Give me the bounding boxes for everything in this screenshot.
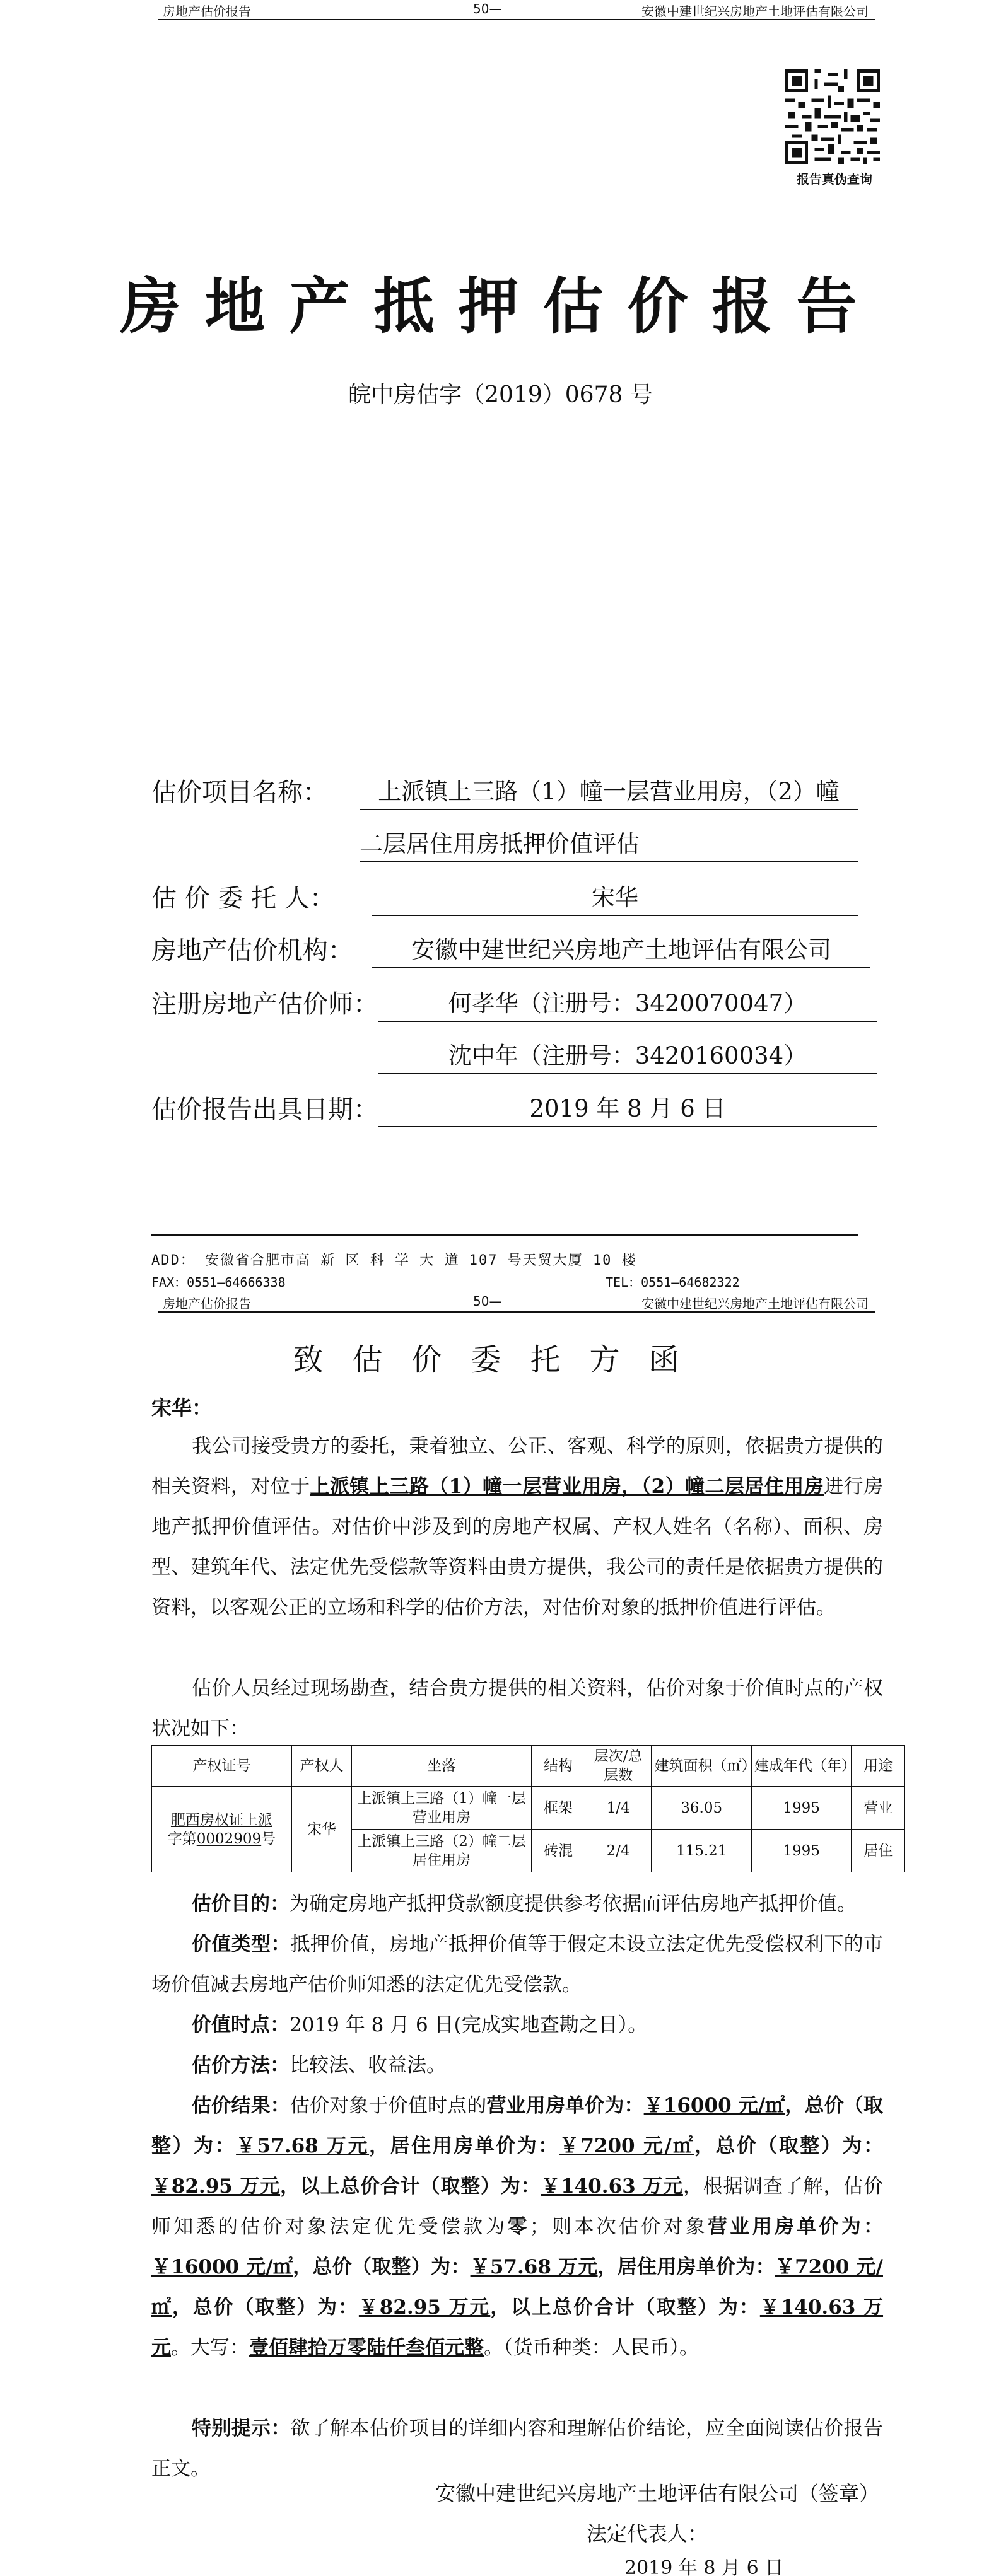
result-value: ￥7200 元/㎡ (151, 2256, 883, 2319)
footer-tel: TEL：0551—64682322 (606, 1275, 740, 1290)
result-text: 。（货币种类：人民币）。 (484, 2336, 699, 2359)
running-header-2 (158, 1294, 875, 1313)
result-text: 估价对象于价值时点的 (290, 2094, 487, 2117)
result-text: 。大写： (171, 2336, 249, 2359)
appraiser-1: 何孝华（注册号：3420070047） (378, 984, 877, 1022)
table-header: 结构 (532, 1746, 585, 1787)
agency-label: 房地产估价机构： (151, 936, 353, 965)
table-header-row (152, 1746, 905, 1787)
floor-cell: 1/4 (585, 1787, 652, 1830)
result-value: ￥16000 元/㎡ (151, 2256, 293, 2278)
year-cell: 1995 (751, 1787, 851, 1830)
area-cell: 115.21 (652, 1830, 751, 1872)
result-text: ，总价（取整）为： (172, 2296, 359, 2319)
result-value: ￥82.95 万元 (151, 2175, 281, 2198)
value-type-label: 价值类型： (192, 1933, 291, 1956)
property-table (151, 1745, 905, 1872)
appraiser-label: 注册房地产估价师： (151, 990, 378, 1019)
result-value: ￥57.68 万元 (236, 2135, 370, 2157)
qr-code-icon[interactable] (785, 69, 880, 164)
paragraph-hint (151, 2408, 883, 2489)
cert-suffix: 号 (261, 1830, 276, 1847)
floor-cell: 2/4 (585, 1830, 652, 1872)
paragraph-value-time (151, 2005, 883, 2045)
table-row (152, 1787, 905, 1830)
owner-cell: 宋华 (291, 1787, 351, 1872)
result-value: ￥16000 元/㎡ (643, 2094, 785, 2117)
paragraph-purpose (151, 1884, 883, 1924)
date-value: 2019 年 8 月 6 日 (378, 1089, 877, 1127)
area-cell: 36.05 (652, 1787, 751, 1830)
report-title: 房地产抵押估价报告 (120, 270, 881, 342)
letter-page (0, 1292, 1001, 2576)
result-value: 零 (507, 2215, 530, 2238)
cert-number: 0002909 (196, 1830, 262, 1847)
table-header: 用途 (852, 1746, 905, 1787)
table-header: 坐落 (351, 1746, 531, 1787)
structure-cell: 框架 (532, 1787, 585, 1830)
footer-fax: FAX：0551—64666338 (151, 1275, 286, 1290)
sign-date: 2019 年 8 月 6 日 (624, 2557, 784, 2576)
result-text: ，总价（取整）为： (694, 2135, 884, 2157)
agency-value: 安徽中建世纪兴房地产土地评估有限公司 (372, 931, 870, 968)
letter-title: 致估价委托方函 (293, 1342, 708, 1378)
result-text: 营业用房单价为： (486, 2094, 644, 2117)
location-cell: 上派镇上三路（2）幢二层居住用房 (351, 1830, 531, 1872)
result-label: 估价结果： (192, 2094, 290, 2117)
header-right: 安徽中建世纪兴房地产土地评估有限公司 (641, 4, 869, 19)
result-value: ￥140.63 万元 (151, 2296, 884, 2359)
result-text: ，以上总价合计（取整）为： (280, 2175, 541, 2198)
use-cell: 营业 (852, 1787, 905, 1830)
paragraph-result (151, 2086, 883, 2368)
date-label: 估价报告出具日期： (151, 1095, 378, 1124)
purpose-text: 为确定房地产抵押贷款额度提供参考依据而评估房地产抵押价值。 (290, 1893, 857, 1915)
running-header (158, 1, 875, 20)
sign-representative: 法定代表人： (587, 2522, 708, 2546)
method-label: 估价方法： (192, 2054, 290, 2077)
method-text: 比较法、收益法。 (290, 2054, 446, 2077)
table-header: 建筑面积（㎡） (652, 1746, 751, 1787)
table-header: 产权人 (291, 1746, 351, 1787)
table-header: 建成年代（年） (751, 1746, 851, 1787)
footer-rule (151, 1234, 858, 1236)
paragraph-method (151, 2045, 883, 2086)
cert-mid: 字第 (167, 1830, 197, 1847)
result-value: ￥82.95 万元 (358, 2296, 491, 2319)
result-value: ￥57.68 万元 (470, 2256, 598, 2278)
result-text: ，根据调查了解，估价师知悉的估价对象法定优先受偿款为 (151, 2175, 883, 2238)
header-page-number: 50— (473, 1, 502, 16)
header-left: 房地产估价报告 (163, 4, 251, 19)
result-text: ；则本次估价对象 (529, 2215, 708, 2238)
intro-text-a: 我公司接受贵方的委托，秉着独立、公正、客观、科学的原则，依据贵方提供的相关资料，对位于 (151, 1435, 883, 1498)
structure-cell: 砖混 (532, 1830, 585, 1872)
intro-text-c: 进行房地产抵押价值评估。对估价中涉及到的房地产权属、产权人姓名（名称）、面积、房型、建筑年代、法定优先受偿款等资料由贵方提供，我公司的责任是依据贵方提供的资料，以客观公正的立场和科学的估价方法，对估价对象的抵押价值进行评估。 (151, 1475, 884, 1619)
table-header: 产权证号 (152, 1746, 292, 1787)
project-label: 估价项目名称： (151, 778, 328, 807)
paragraph-value-type (151, 1924, 883, 2005)
hint-text: 欲了解本估价项目的详细内容和理解估价结论，应全面阅读估价报告正文。 (151, 2417, 884, 2480)
result-text: ，居住用房单价为： (369, 2135, 559, 2157)
location-cell: 上派镇上三路（1）幢一层营业用房 (351, 1787, 531, 1830)
paragraph-survey: 估价人员经过现场勘查，结合贵方提供的相关资料，估价对象于价值时点的产权状况如下： (151, 1677, 883, 1740)
sign-company: 安徽中建世纪兴房地产土地评估有限公司（签章） (435, 2481, 880, 2505)
result-text: ，总价（取整）为： (151, 2094, 884, 2157)
salutation: 宋华： (151, 1396, 213, 1420)
value-type-text: 抵押价值，房地产抵押价值等于假定未设立法定优先受偿权利下的市场价值减去房地产估价师知悉的法定优先受偿款。 (151, 1933, 884, 1996)
result-value: 壹佰肆拾万零陆仟叁佰元整 (249, 2336, 484, 2359)
header-page-number: 50— (473, 1294, 502, 1309)
header-left: 房地产估价报告 (163, 1296, 251, 1311)
result-value: ￥7200 元/㎡ (559, 2135, 694, 2157)
result-text: ，以上总价合计（取整）为： (490, 2296, 760, 2319)
result-text: ，居住用房单价为： (597, 2256, 775, 2278)
paragraph-intro (151, 1426, 883, 1628)
hint-label: 特别提示： (192, 2417, 291, 2440)
result-text: 营业用房单价为： (708, 2215, 883, 2238)
header-right: 安徽中建世纪兴房地产土地评估有限公司 (641, 1296, 869, 1311)
value-time-text: 2019 年 8 月 6 日(完成实地查勘之日）。 (290, 2014, 648, 2036)
value-time-label: 价值时点： (192, 2014, 290, 2036)
qr-caption: 报告真伪查询 (797, 171, 872, 187)
client-value: 宋华 (372, 878, 858, 916)
cert-cell (152, 1787, 292, 1872)
appraiser-2: 沈中年（注册号：3420160034） (378, 1036, 877, 1074)
client-label: 估 价 委 托 人： (151, 884, 335, 913)
purpose-label: 估价目的： (192, 1893, 290, 1915)
use-cell: 居住 (852, 1830, 905, 1872)
result-text: ，总价（取整）为： (293, 2256, 471, 2278)
intro-property: 上派镇上三路（1）幢一层营业用房，（2）幢二层居住用房 (310, 1475, 824, 1498)
project-value-line1: 上派镇上三路（1）幢一层营业用房，（2）幢 (360, 772, 858, 810)
year-cell: 1995 (751, 1830, 851, 1872)
table-header: 层次/总层数 (585, 1746, 652, 1787)
report-number: 皖中房估字（2019）0678 号 (348, 382, 653, 408)
cert-prefix: 肥西房权证上派 (170, 1811, 272, 1828)
result-value: ￥140.63 万元 (541, 2175, 683, 2198)
footer-address: ADD： 安徽省合肥市高 新 区 科 学 大 道 107 号天贸大厦 10 楼 (151, 1253, 637, 1268)
project-value-line2: 二层居住用房抵押价值评估 (360, 825, 858, 862)
